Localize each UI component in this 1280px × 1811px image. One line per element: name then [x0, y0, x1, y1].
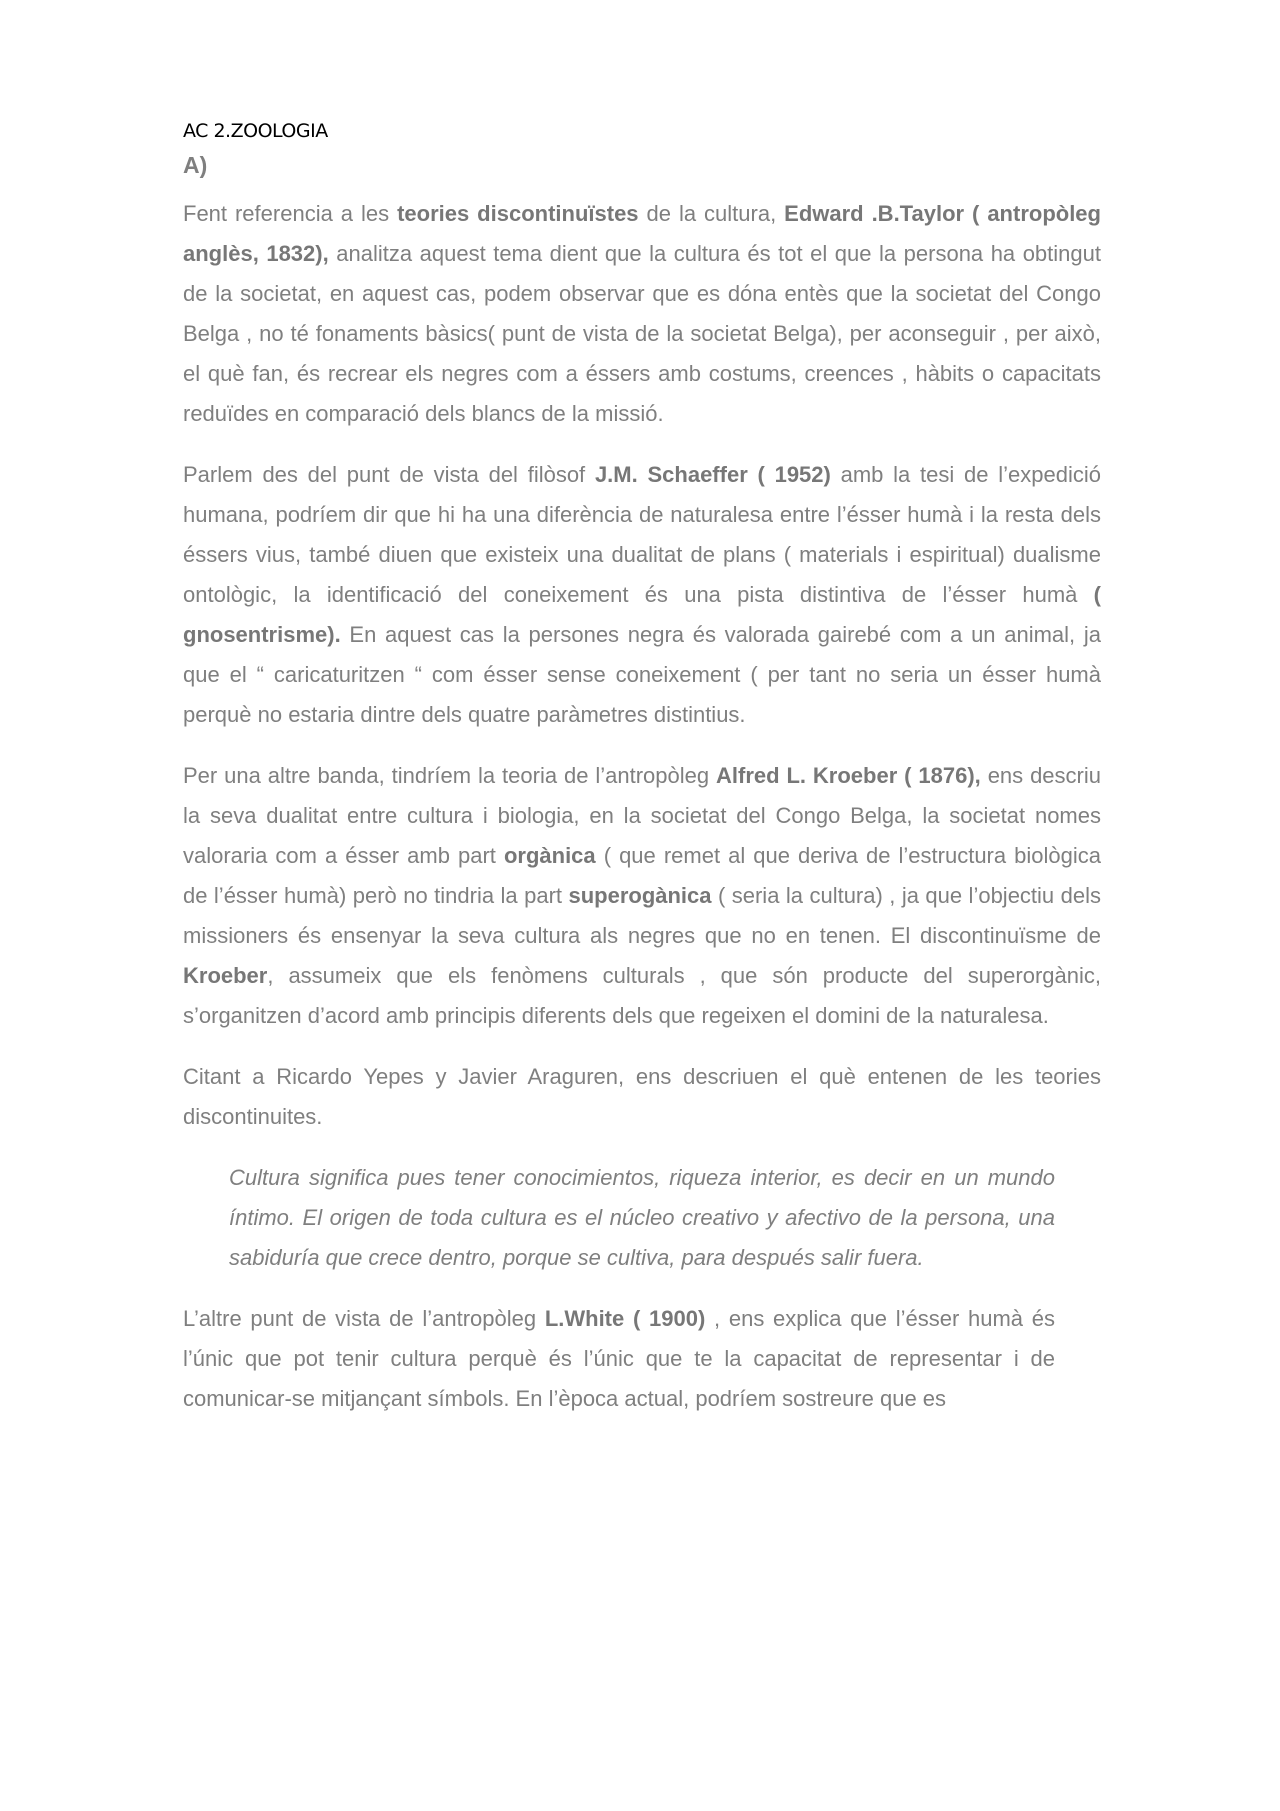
bold-run: Edward .B.Taylor ( antropòleg anglès, 1832), [183, 201, 1101, 266]
paragraph-taylor [183, 194, 1101, 434]
text-run: de la cultura, [638, 201, 785, 226]
text-run: Per una altre banda, tindríem la teoria de l’antropòleg [183, 763, 716, 788]
bold-run: J.M. Schaeffer ( 1952) [594, 462, 831, 487]
bold-run: orgànica [503, 843, 596, 868]
paragraph-kroeber [183, 756, 1101, 1036]
bold-run: superogànica [568, 883, 712, 908]
bold-run: ( gnosentrisme). [183, 582, 1101, 647]
bold-run: L.White ( 1900) [544, 1306, 706, 1331]
text-run: ens descriu la seva dualitat entre cultura i biologia, en la societat del Congo Belga, la societat nomes valoraria com a ésser amb part [183, 763, 1101, 868]
text-run: , assumeix que els fenòmens culturals , que són producte del superorgànic, s’organitzen d’acord amb principis diferents dels que regeixen el domini de la naturalesa. [183, 963, 1101, 1028]
paragraph-yepes: Citant a Ricardo Yepes y Javier Araguren, ens descriuen el què entenen de les teories discontinuites. [183, 1064, 1101, 1129]
text-run: amb la tesi de l’expedició humana, podríem dir que hi ha una diferència de naturalesa entre l’ésser humà i la resta dels éssers vius, també diuen que existeix una dualitat de plans ( materials i espiritual) dualisme ontològic, la identificació del coneixement és una pista distintiva de l’ésser humà [183, 462, 1102, 607]
text-run: ( que remet al que deriva de l’estructura biològica de l’ésser humà) però no tindria la part [183, 843, 1101, 908]
text-run: , ens explica que l’ésser humà és l’únic que pot tenir cultura perquè és l’únic que te la capacitat de representar i de comunicar-se mitjançant símbols. En l’època actual, podríem sostreure que es [183, 1306, 1055, 1411]
text-run: L’altre punt de vista de l’antropòleg [183, 1306, 545, 1331]
text-run: ( seria la cultura) , ja que l’objectiu dels missioners és ensenyar la seva cultura als negres que no en tenen. El discontinuïsme de [183, 883, 1101, 948]
text-run: Fent referencia a les [183, 201, 398, 226]
text-run: En aquest cas la persones negra és valorada gairebé com a un animal, ja que el “ caricaturitzen “ com ésser sense coneixement ( per tant no seria un ésser humà perquè no estaria dintre dels quatre paràmetres distintius. [183, 622, 1101, 727]
text-run: analitza aquest tema dient que la cultura és tot el que la persona ha obtingut de la societat, en aquest cas, podem observar que es dóna entès que la societat del Congo Belga , no té fonaments bàsics( punt de vista de la societat Belga), per aconseguir , per això, el què fan, és recrear els negres com a éssers amb costums, creences , hàbits o capacitats reduïdes en comparació dels blancs de la missió. [183, 241, 1101, 426]
text-run: Parlem des del punt de vista del filòsof [183, 462, 595, 487]
paragraph-white [183, 1299, 1055, 1419]
paragraph-schaeffer [183, 455, 1101, 735]
bold-run: teories discontinuïstes [397, 201, 639, 226]
document-body [183, 114, 1101, 1419]
bold-run: Kroeber [183, 963, 268, 988]
section-heading: A) [183, 152, 208, 178]
block-quote: Cultura significa pues tener conocimientos, riqueza interior, es decir en un mundo íntimo. El origen de toda cultura es el núcleo creativo y afectivo de la persona, una sabiduría que crece dentro, porque se cultiva, para después salir fuera. [229, 1165, 1055, 1270]
bold-run: Alfred L. Kroeber ( 1876), [716, 763, 981, 788]
document-title: AC 2.ZOOLOGIA [183, 120, 328, 142]
